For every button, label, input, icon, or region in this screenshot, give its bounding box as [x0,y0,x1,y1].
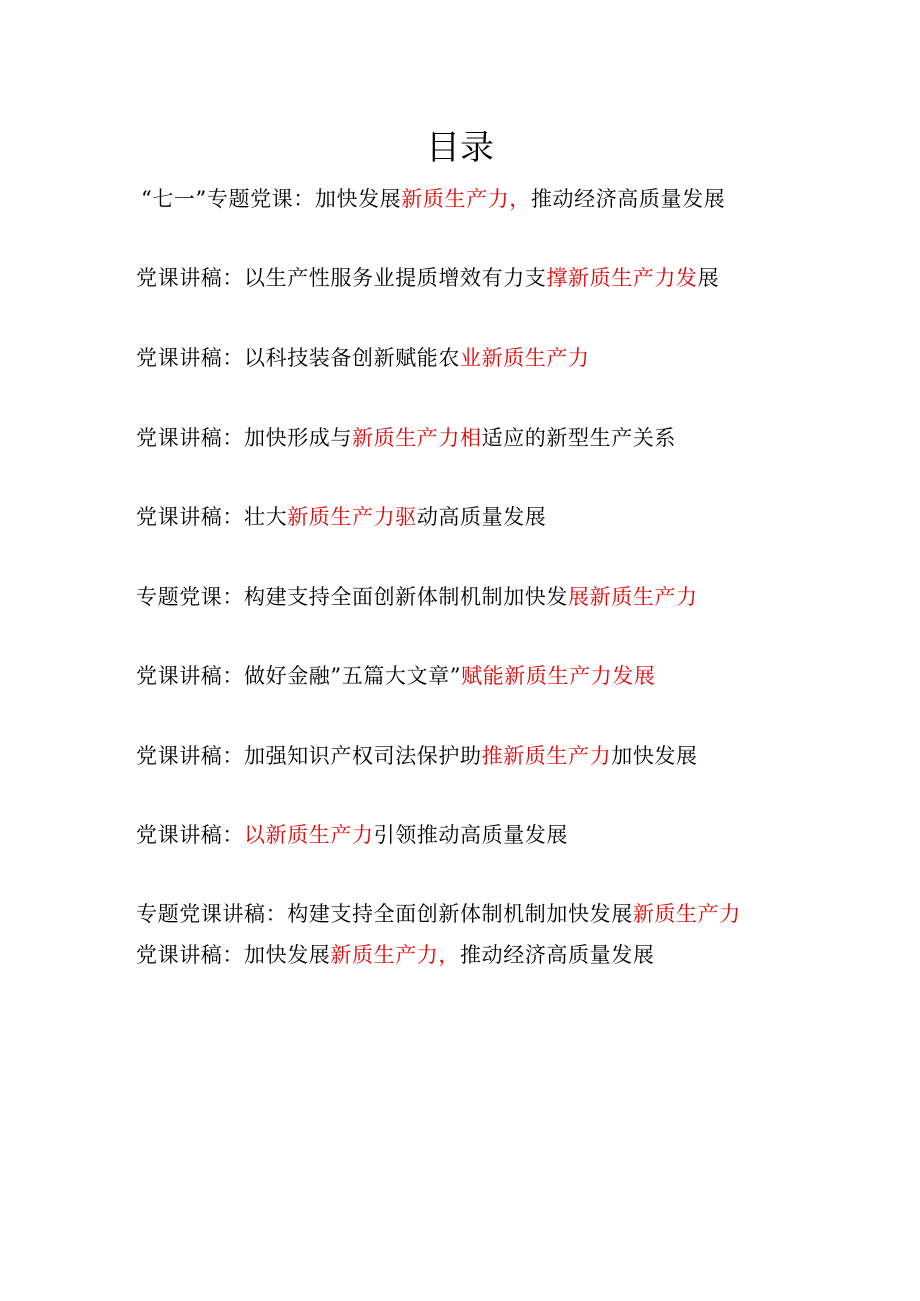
entry-text: 专题党课讲稿：构建支持全面创新体制机制加快发展 [136,902,633,926]
entry-text: 推动经济高质量发展 [460,943,655,967]
toc-entry-3[interactable] [136,343,590,373]
entry-highlight: 新质生产力 [632,902,741,926]
entry-text: 动高质量发展 [416,505,547,529]
toc-entry-1[interactable] [141,184,725,214]
toc-entry-2[interactable] [136,263,719,293]
entry-text: 专题党课：构建支持全面创新体制机制加快发 [136,585,568,609]
toc-title: 目录 [426,128,494,168]
entry-highlight: 新质生产力， [330,943,461,967]
entry-text: 党课讲稿：以生产性服务业提质增效有力支 [136,266,547,290]
entry-highlight: 赋能新质生产力发展 [461,664,656,688]
entry-text: 推动经济高质量发展 [530,187,726,211]
entry-highlight: 业新质生产力 [460,346,590,370]
toc-entry-8[interactable] [136,741,698,771]
entry-highlight: 展新质生产力 [568,585,698,609]
toc-entry-11[interactable] [136,940,654,970]
entry-highlight: 推新质生产力 [481,744,612,768]
entry-text: “七一”专题党课：加快发展 [141,187,402,211]
entry-highlight: 新质生产力驱 [287,505,417,529]
entry-text: 展 [697,266,720,290]
entry-text: 党课讲稿：做好金融”五篇大文章” [136,664,462,688]
toc-entry-4[interactable] [136,423,676,453]
toc-entry-6[interactable] [136,582,698,612]
entry-text: 党课讲稿：加快形成与 [136,426,352,450]
toc-entry-5[interactable] [136,502,546,532]
toc-entry-10[interactable] [136,899,741,929]
entry-text: 党课讲稿：加快发展 [136,943,331,967]
entry-text: 引领推动高质量发展 [373,823,569,847]
entry-highlight: 新质生产力相 [352,426,482,450]
entry-text: 适应的新型生产关系 [481,426,677,450]
entry-text: 党课讲稿：壮大 [136,505,288,529]
entry-text: 加快发展 [611,744,698,768]
entry-highlight: 新质生产力， [401,187,531,211]
toc-entry-9[interactable] [136,820,568,850]
toc-entry-7[interactable] [136,661,655,691]
entry-text: 党课讲稿：以科技装备创新赋能农 [136,346,460,370]
entry-highlight: 以新质生产力 [244,823,374,847]
entry-highlight: 撑新质生产力发 [546,266,698,290]
entry-text: 党课讲稿：加强知识产权司法保护助 [136,744,482,768]
entry-text: 党课讲稿： [136,823,244,847]
